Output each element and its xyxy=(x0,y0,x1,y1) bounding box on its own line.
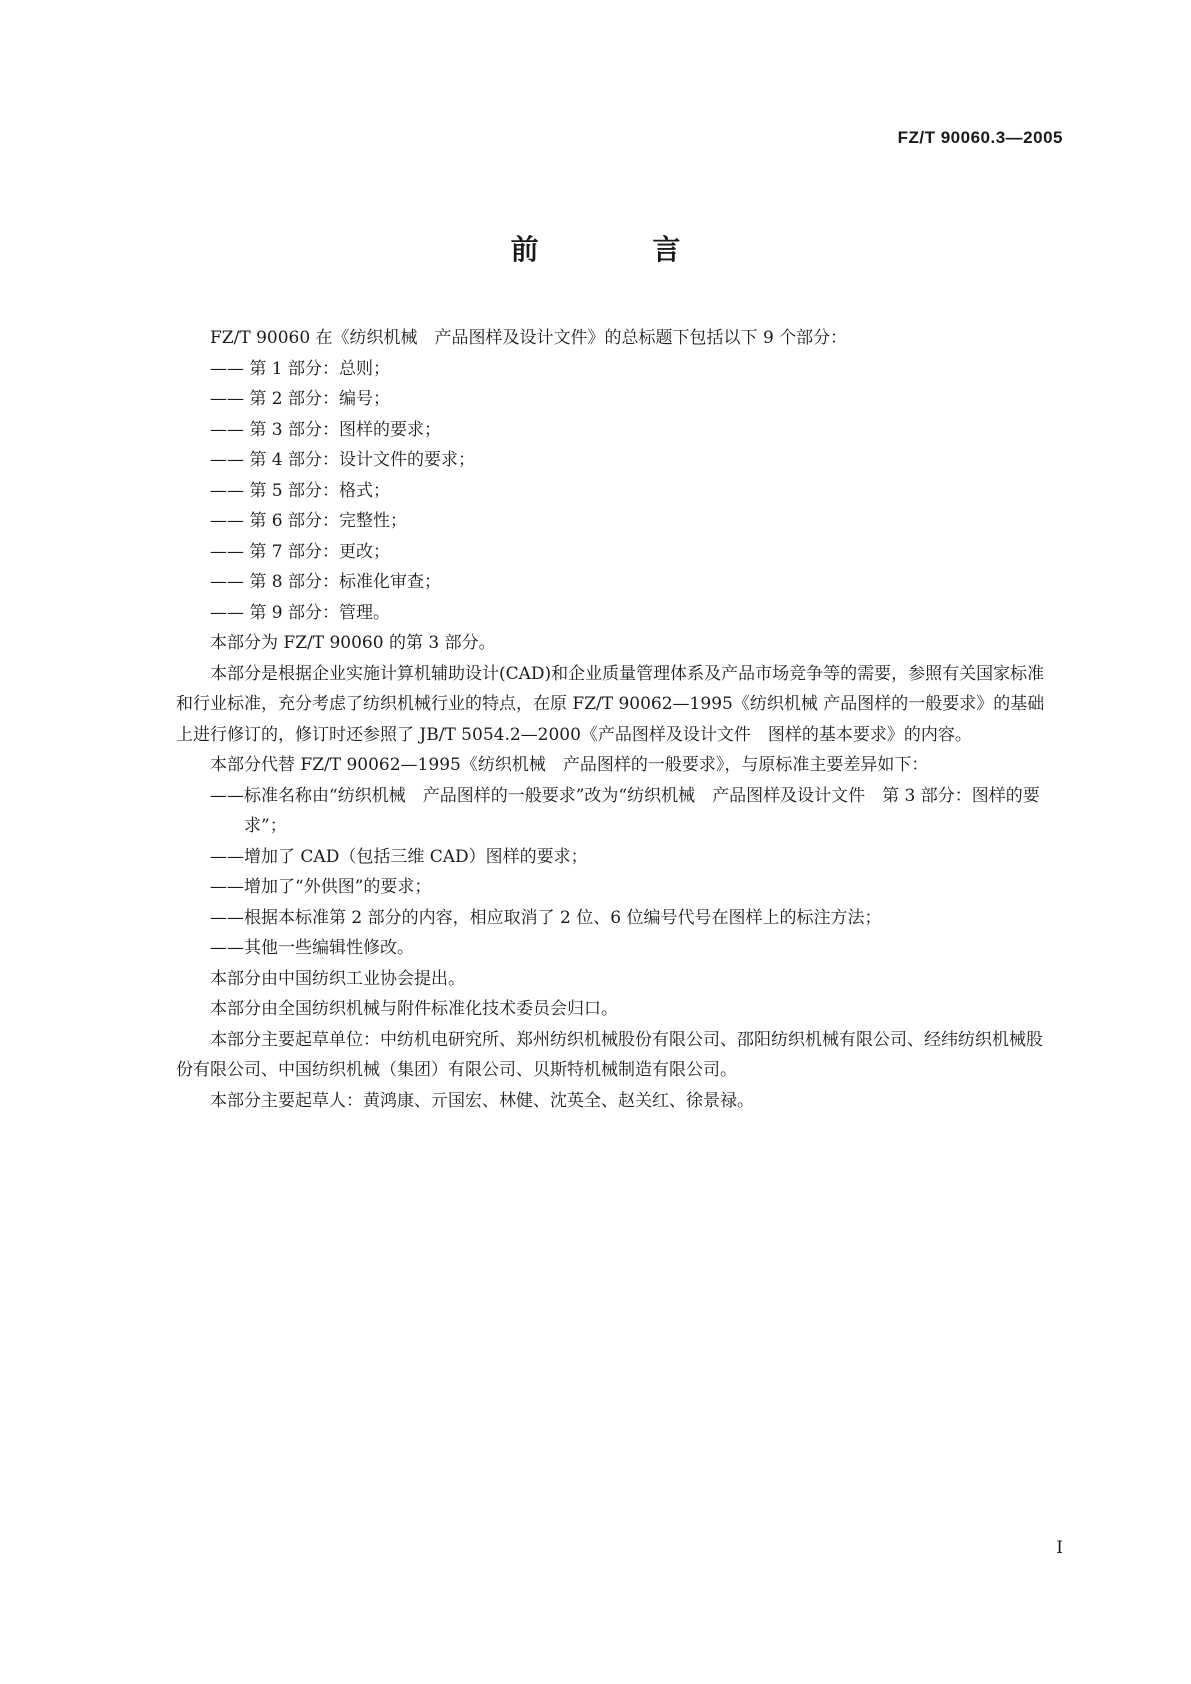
drafters-paragraph: 本部分主要起草人：黄鸿康、亓国宏、林健、沈英全、赵关红、徐景禄。 xyxy=(210,1090,754,1111)
basis-paragraph: 本部分是根据企业实施计算机辅助设计(CAD)和企业质量管理体系及产品市场竞争等的需要，参照有关国家标准和行业标准，充分考虑了纺织机械行业的特点，在原 FZ/T 90062—1995《纺织机械 产品图样的一般要求》的基础上进行修订的，修订时还参照了 JB/T 5054.2—2000《产品图样及设计文件 图样的基本要求》的内容。 xyxy=(176,663,1045,745)
page-title: 前 言 xyxy=(510,233,733,266)
intro-paragraph: FZ/T 90060 在《纺织机械 产品图样及设计文件》的总标题下包括以下 9 个部分： xyxy=(210,328,848,348)
foreword-body xyxy=(176,323,1056,1116)
change-list-item: ——标准名称由“纺织机械 产品图样的一般要求”改为“纺织机械 产品图样及设计文件 第 3 部分：图样的要求”； xyxy=(210,785,1040,836)
part-list-item: —— 第 8 部分：标准化审查； xyxy=(210,572,442,592)
part-list-item: —— 第 4 部分：设计文件的要求； xyxy=(210,450,476,470)
standard-number: FZ/T 90060.3—2005 xyxy=(897,128,1063,147)
replaces-paragraph: 本部分代替 FZ/T 90062—1995《纺织机械 产品图样的一般要求》，与原标准主要差异如下： xyxy=(210,755,929,775)
change-list-item: ——增加了“外供图”的要求； xyxy=(210,877,432,897)
drafting-units-paragraph: 本部分主要起草单位：中纺机电研究所、郑州纺织机械股份有限公司、邵阳纺织机械有限公司、经纬纺织机械股份有限公司、中国纺织机械（集团）有限公司、贝斯特机械制造有限公司。 xyxy=(176,1029,1043,1080)
jurisdiction-paragraph: 本部分由全国纺织机械与附件标准化技术委员会归口。 xyxy=(210,999,618,1019)
part-list-item: —— 第 9 部分：管理。 xyxy=(210,602,391,623)
proposed-by-paragraph: 本部分由中国纺织工业协会提出。 xyxy=(210,968,465,989)
part-list-item: —— 第 7 部分：更改； xyxy=(210,541,391,562)
part-list-item: —— 第 1 部分：总则； xyxy=(210,358,391,379)
part-list-item: —— 第 2 部分：编号； xyxy=(210,389,391,409)
change-list-item: ——根据本标准第 2 部分的内容，相应取消了 2 位、6 位编号代号在图样上的标注方法； xyxy=(210,907,882,928)
part-list-item: —— 第 6 部分：完整性； xyxy=(210,511,408,531)
this-part-paragraph: 本部分为 FZ/T 90060 的第 3 部分。 xyxy=(210,633,496,653)
page-number: I xyxy=(1056,1538,1063,1558)
change-list-item: ——其他一些编辑性修改。 xyxy=(210,938,414,958)
part-list-item: —— 第 5 部分：格式； xyxy=(210,480,391,501)
part-list-item: —— 第 3 部分：图样的要求； xyxy=(210,419,442,440)
change-list-item: ——增加了 CAD（包括三维 CAD）图样的要求； xyxy=(210,846,588,867)
